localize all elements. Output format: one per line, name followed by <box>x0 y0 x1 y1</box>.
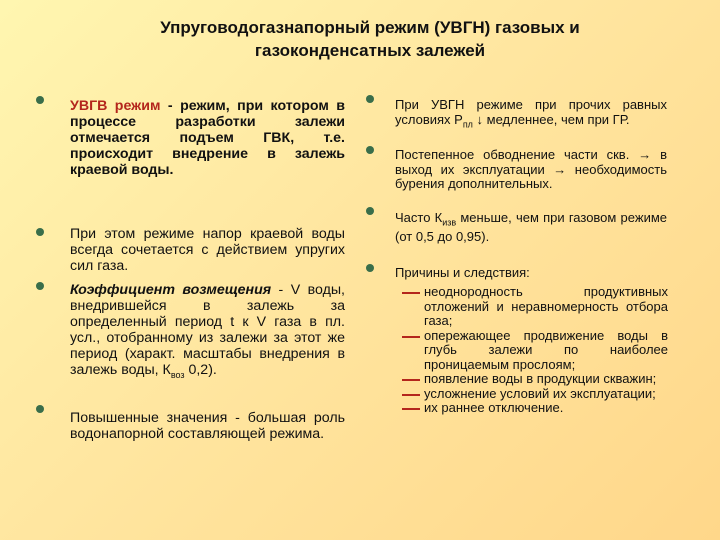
term-coefficient: Коэффициент возмещения <box>70 282 272 298</box>
list-item: их раннее отключение. <box>398 401 668 416</box>
dash-icon <box>402 394 420 396</box>
causes-list <box>398 285 668 416</box>
right-bullet-2: Постепенное обводнение части скв. → в выход их эксплуатации → необходимость бурения дополнительных. <box>395 147 667 191</box>
dash-icon <box>402 336 420 338</box>
bullet-dot <box>36 282 44 290</box>
p3-sub: воз <box>170 369 185 380</box>
bullet-dot <box>366 95 374 103</box>
list-item: появление воды в продукции скважин; <box>398 372 668 387</box>
term-uvgv: УВГВ режим <box>70 98 161 114</box>
title-line-2: газоконденсатных залежей <box>254 41 486 60</box>
list-item: неоднородность продуктивных отложений и неравномерность отбора газа; <box>398 285 668 329</box>
p3-text: - V воды, внедрившейся в залежь за определенный период t к V газа в пл. усл., отобранному из залежи за этот же период (характ. масштабы внедрения в залежь воды, К <box>70 282 345 378</box>
left-paragraph-4: Повышенные значения - большая роль водонапорной составляющей режима. <box>70 410 345 442</box>
right-bullet-1: При УВГН режиме при прочих равных условиях $Р_{пл}$ ↓ медленнее, чем при ГР. <box>395 97 667 130</box>
bullet-dot <box>366 207 374 215</box>
dash-icon <box>402 292 420 294</box>
bullet-dot <box>366 264 374 272</box>
right-bullet-4: Причины и следствия: <box>395 265 530 280</box>
slide-title <box>70 16 670 62</box>
left-paragraph-2: При этом режиме напор краевой воды всегда сочетается с действием упругих сил газа. <box>70 226 345 274</box>
right-bullet-3: Часто $К_{изв}$ меньше, чем при газовом режиме (от 0,5 до 0,95). <box>395 210 667 245</box>
p1-text: - режим, при котором в процессе разработки залежи отмечается подъем ГВК, т.е. происходит внедрение в залежь краевой воды. <box>70 98 346 178</box>
bullet-dot <box>36 96 44 104</box>
left-paragraph-3 <box>70 282 345 383</box>
left-paragraph-1 <box>70 98 345 178</box>
title-line-1: Упруговодогазнапорный режим (УВГН) газовых и <box>160 18 580 37</box>
p3-end: 0,2). <box>184 362 217 378</box>
dash-icon <box>402 408 420 410</box>
dash-icon <box>402 379 420 381</box>
list-item: усложнение условий их эксплуатации; <box>398 387 668 402</box>
bullet-dot <box>366 146 374 154</box>
bullet-dot <box>36 228 44 236</box>
bullet-dot <box>36 405 44 413</box>
list-item: опережающее продвижение воды в глубь залежи по наиболее проницаемым прослоям; <box>398 329 668 373</box>
